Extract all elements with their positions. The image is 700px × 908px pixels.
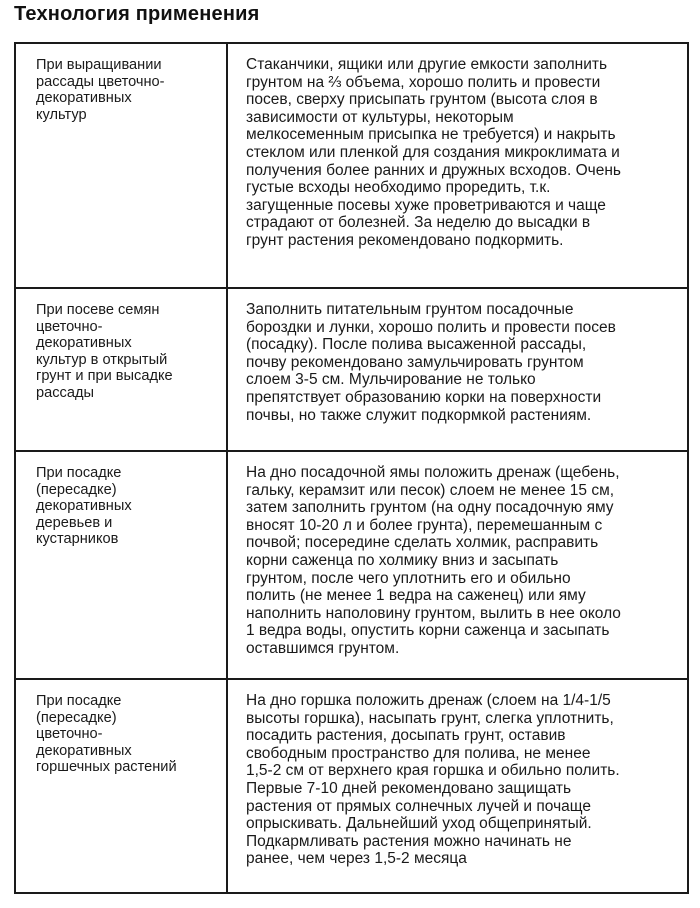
application-table	[14, 42, 689, 894]
table-row-seedlings	[16, 44, 687, 289]
table-row-potted-plants	[16, 680, 687, 892]
instructions-cell: На дно посадочной ямы положить дренаж (щебень, гальку, керамзит или песок) слоем не менее 15 см, затем заполнить грунтом (на одну посадочную яму вносят 10-20 л и более грунта), перемешанным с почвой; посередине сделать холмик, расправить корни саженца по холмику вниз и засыпать грунтом, после чего уплотнить его и обильно полить (не менее 1 ведра на саженец) или яму наполнить наполовину грунтом, вылить в нее около 1 ведра воды, опустить корни саженца и засыпать оставшимся грунтом.	[246, 464, 621, 657]
page-title: Технология применения	[14, 3, 260, 25]
use-case-cell: При посеве семян цветочно- декоративных культур в открытый грунт и при высадке рассады	[16, 289, 228, 450]
use-case-cell: При посадке (пересадке) декоративных деревьев и кустарников	[16, 452, 228, 678]
use-case-cell: При посадке (пересадке) цветочно- декоративных горшечных растений	[16, 680, 228, 892]
use-case-cell: При выращивании рассады цветочно- декоративных культур	[16, 44, 228, 287]
instructions-cell: Стаканчики, ящики или другие емкости заполнить грунтом на ⅔ объема, хорошо полить и провести посев, сверху присыпать грунтом (высота слоя в зависимости от культуры, некоторым мелкосеменным присыпка не требуется) и накрыть стеклом или пленкой для создания микроклимата и получения более ранних и дружных всходов. Очень густые всходы необходимо проредить, т.к. загущенные посевы хуже проветриваются и чаще страдают от болезней. За неделю до высадки в грунт растения рекомендовано подкормить.	[246, 56, 621, 249]
table-row-trees-shrubs	[16, 452, 687, 680]
table-row-open-ground	[16, 289, 687, 452]
instructions-cell: Заполнить питательным грунтом посадочные бороздки и лунки, хорошо полить и провести посев (посадку). После полива высаженной рассады, почву рекомендовано замульчировать грунтом слоем 3-5 см. Мульчирование не только препятствует образованию корки на поверхности почвы, но также служит подкормкой растениям.	[246, 301, 616, 424]
instructions-cell: На дно горшка положить дренаж (слоем на 1/4-1/5 высоты горшка), насыпать грунт, слегка уплотнить, посадить растения, досыпать грунт, оставив свободным пространство для полива, не менее 1,5-2 см от верхнего края горшка и обильно полить. Первые 7-10 дней рекомендовано защищать растения от прямых солнечных лучей и почаще опрыскивать. Дальнейший уход общепринятый. Подкармливать растения можно начинать не ранее, чем через 1,5-2 месяца	[246, 692, 620, 868]
